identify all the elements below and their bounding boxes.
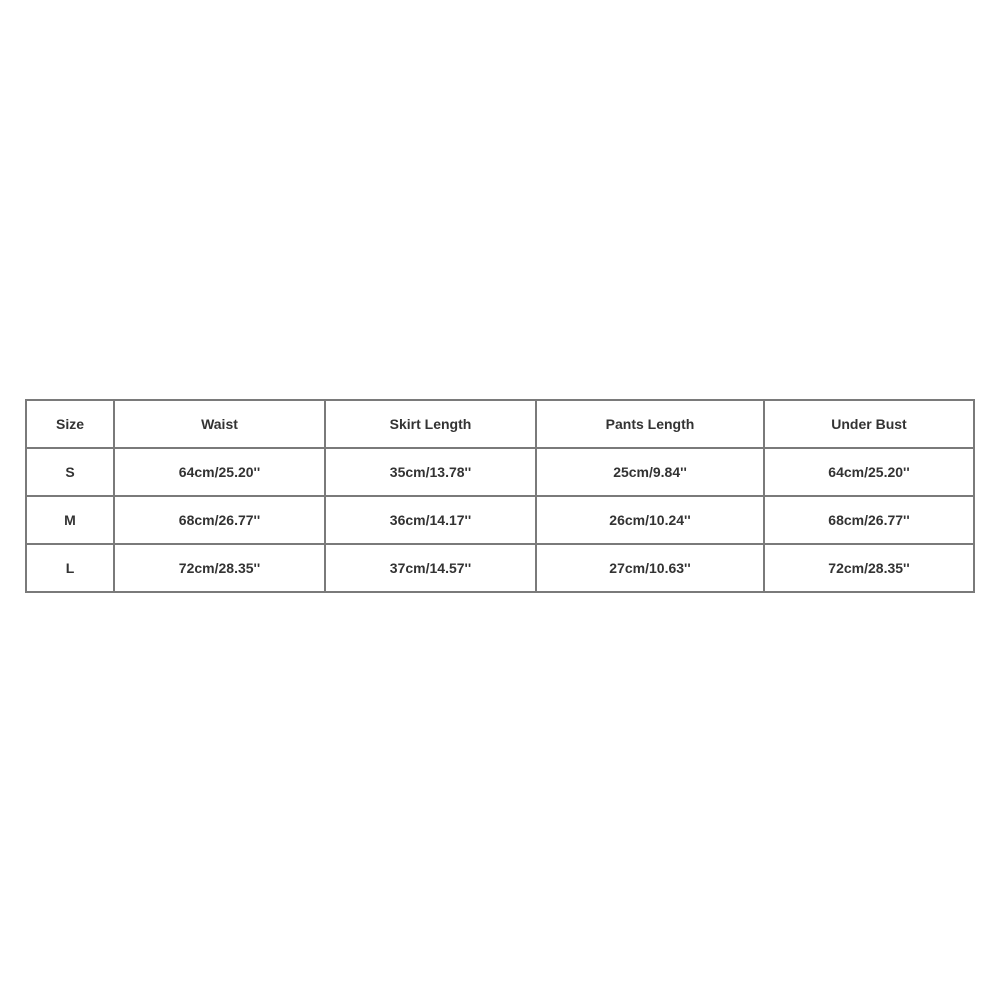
table-row xyxy=(27,497,975,545)
table-header xyxy=(27,401,975,449)
table-body xyxy=(27,449,975,593)
cell-size: M xyxy=(27,497,115,545)
cell-pants-length: 25cm/9.84'' xyxy=(537,449,765,497)
cell-pants-length: 26cm/10.24'' xyxy=(537,497,765,545)
cell-skirt-length: 37cm/14.57'' xyxy=(326,545,537,593)
cell-under-bust: 68cm/26.77'' xyxy=(765,497,975,545)
cell-size: L xyxy=(27,545,115,593)
cell-under-bust: 64cm/25.20'' xyxy=(765,449,975,497)
header-size: Size xyxy=(27,401,115,449)
cell-under-bust: 72cm/28.35'' xyxy=(765,545,975,593)
size-chart-table xyxy=(25,399,975,593)
cell-waist: 68cm/26.77'' xyxy=(115,497,326,545)
cell-size: S xyxy=(27,449,115,497)
table-row xyxy=(27,545,975,593)
cell-pants-length: 27cm/10.63'' xyxy=(537,545,765,593)
cell-waist: 72cm/28.35'' xyxy=(115,545,326,593)
cell-skirt-length: 36cm/14.17'' xyxy=(326,497,537,545)
header-under-bust: Under Bust xyxy=(765,401,975,449)
header-pants-length: Pants Length xyxy=(537,401,765,449)
cell-waist: 64cm/25.20'' xyxy=(115,449,326,497)
cell-skirt-length: 35cm/13.78'' xyxy=(326,449,537,497)
header-waist: Waist xyxy=(115,401,326,449)
table-row xyxy=(27,449,975,497)
header-skirt-length: Skirt Length xyxy=(326,401,537,449)
header-row xyxy=(27,401,975,449)
